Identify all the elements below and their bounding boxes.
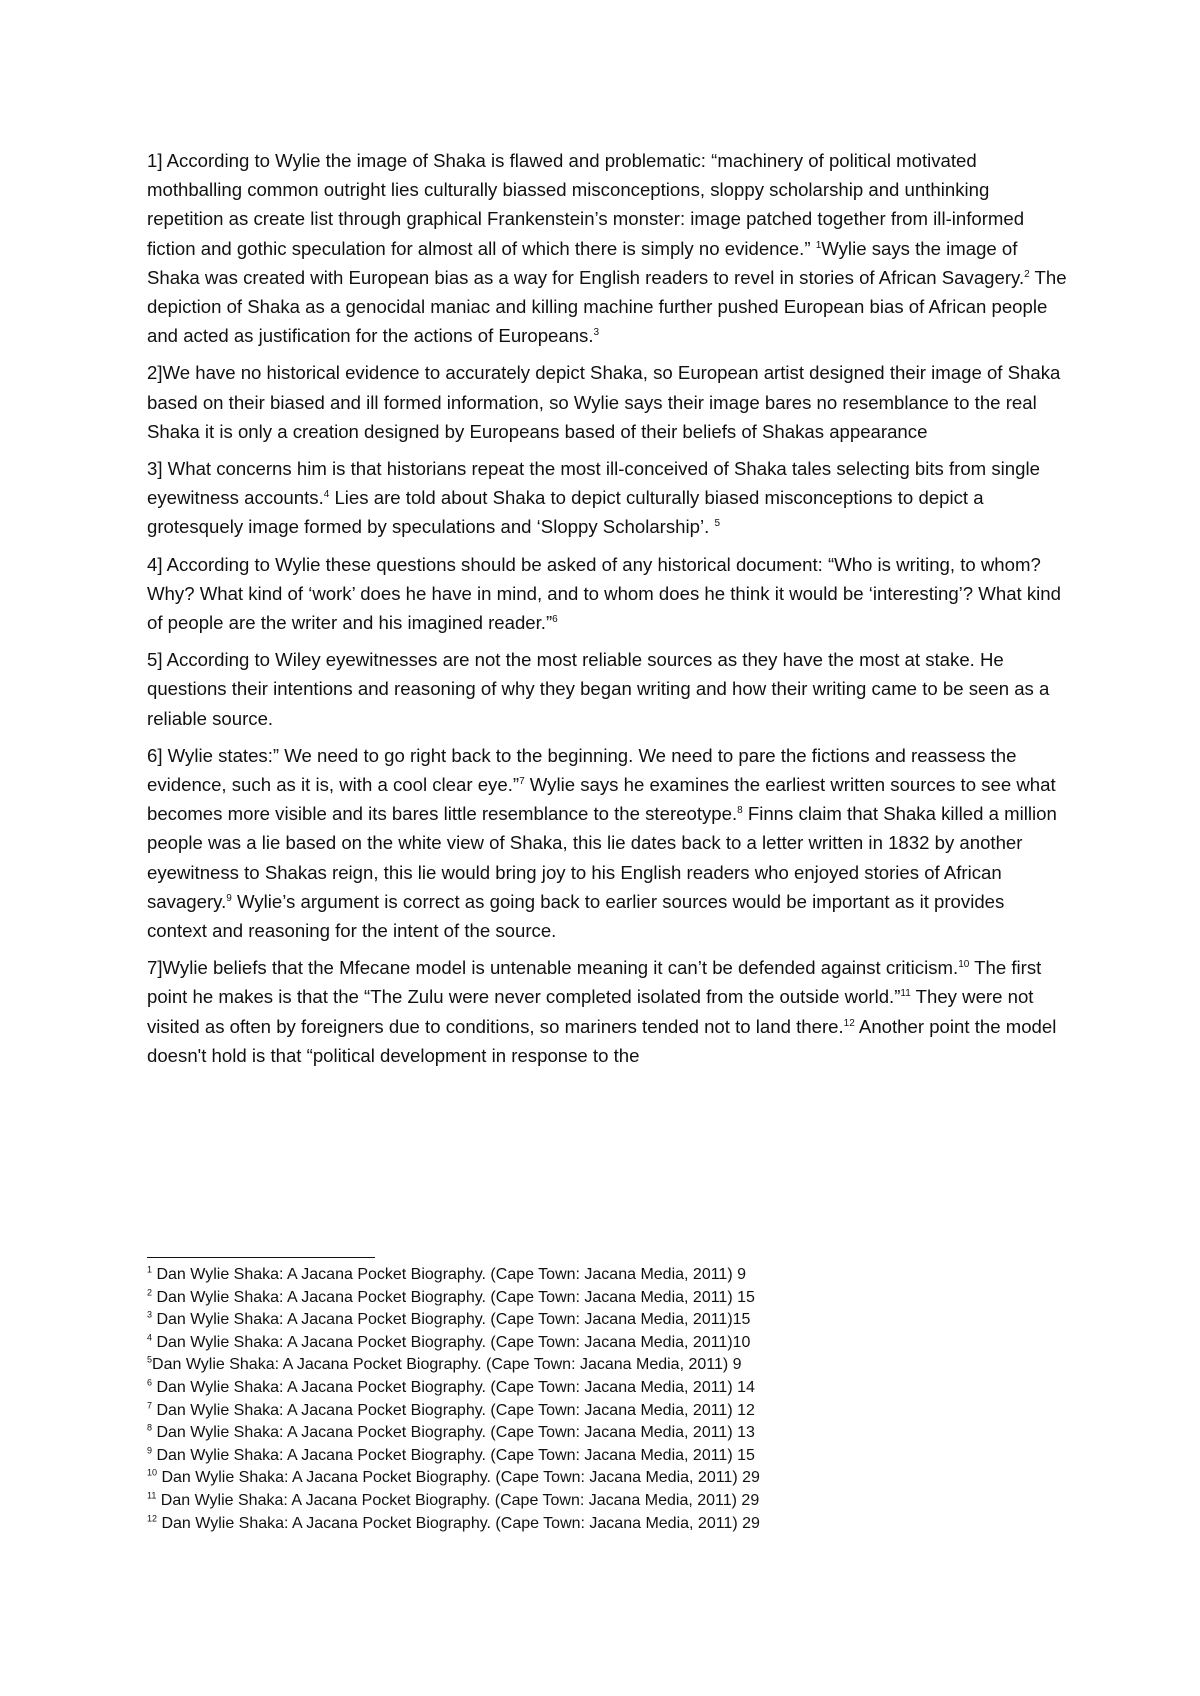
footnote-reference[interactable]: 4	[323, 489, 330, 501]
paragraph-text: 1] According to Wylie the image of Shaka is flawed and problematic: “machinery of political motivated mothballing common outright lies culturally biassed misconceptions, sloppy scholarship and unthinking repetition as create list through graphical Frankenstein’s monster: image patched together from ill-informed fiction and gothic speculation for almost all of which there is simply no evidence.”	[147, 150, 1025, 259]
footnote-number: 2	[147, 1287, 153, 1298]
footnote-number: 8	[147, 1422, 153, 1433]
footnote-number: 6	[147, 1377, 153, 1388]
footnote	[147, 1445, 1067, 1468]
footnote-reference[interactable]: 6	[552, 613, 558, 625]
footnote	[147, 1490, 1067, 1513]
footnote	[147, 1264, 1067, 1287]
paragraph-text: 2]We have no historical evidence to accurately depict Shaka, so European artist designed their image of Shaka based on their biased and ill formed information, so Wylie says their image bares no resemblance to the real Shaka it is only a creation designed by Europeans based of their beliefs of Shakas appearance	[147, 362, 1061, 442]
footnote-number: 1	[147, 1264, 153, 1275]
footnote-number: 12	[147, 1513, 158, 1524]
paragraph-text: 3] What concerns him is that historians repeat the most ill-conceived of Shaka tales selecting bits from single eyewitness accounts.	[147, 458, 1040, 509]
footnote-number: 7	[147, 1400, 153, 1411]
footnote-text: Dan Wylie Shaka: A Jacana Pocket Biography. (Cape Town: Jacana Media, 2011)15	[152, 1311, 751, 1329]
paragraph-text: Finns claim that Shaka killed a million people was a lie based on the white view of Shaka, this lie dates back to a letter written in 1832 by another eyewitness to Shakas reign, this lie would bring joy to his English readers who enjoyed stories of African savagery.	[147, 803, 1057, 912]
footnote-number: 4	[147, 1332, 153, 1343]
footnote	[147, 1354, 1067, 1377]
paragraph-text: The first point he makes is that the “The Zulu were never completed isolated from the outside world.”	[147, 957, 1042, 1008]
paragraph	[147, 550, 1067, 638]
paragraph-text: Wylie’s argument is correct as going back to earlier sources would be important as it provides context and reasoning for the intent of the source.	[147, 890, 1005, 942]
footnote-number: 9	[147, 1445, 153, 1456]
footnote	[147, 1287, 1067, 1310]
footnote-text: Dan Wylie Shaka: A Jacana Pocket Biography. (Cape Town: Jacana Media, 2011) 13	[152, 1424, 755, 1442]
paragraph-text: Wylie says the image of Shaka was created with European bias as a way for English readers to revel in stories of African Savagery.	[147, 237, 1025, 288]
footnote-reference[interactable]: 7	[519, 775, 525, 787]
footnote-text: Dan Wylie Shaka: A Jacana Pocket Biography. (Cape Town: Jacana Media, 2011) 29	[157, 1514, 760, 1532]
footnote-number: 5	[147, 1355, 153, 1366]
body-text	[147, 146, 1067, 1078]
footnote-text: Dan Wylie Shaka: A Jacana Pocket Biography. (Cape Town: Jacana Media, 2011) 15	[152, 1446, 755, 1464]
footnote-reference[interactable]: 8	[737, 805, 743, 817]
paragraph	[147, 741, 1067, 945]
footnote-reference[interactable]: 3	[593, 327, 600, 339]
footnote	[147, 1467, 1067, 1490]
footnote-reference[interactable]: 11	[900, 988, 911, 1000]
paragraph-text: 6] Wylie states:” We need to go right back to the beginning. We need to pare the fictions and reassess the evidence, such as it is, with a cool clear eye.”	[147, 744, 1017, 796]
paragraph	[147, 146, 1067, 350]
footnote-text: Dan Wylie Shaka: A Jacana Pocket Biography. (Cape Town: Jacana Media, 2011) 12	[152, 1401, 755, 1419]
footnote	[147, 1309, 1067, 1332]
paragraph-text: They were not visited as often by foreigners due to conditions, so mariners tended not to land there.	[147, 986, 1034, 1037]
footnote	[147, 1513, 1067, 1536]
footnote-text: Dan Wylie Shaka: A Jacana Pocket Biography. (Cape Town: Jacana Media, 2011) 29	[156, 1491, 760, 1509]
footnote-number: 3	[147, 1309, 153, 1320]
footnote-number: 10	[147, 1468, 158, 1479]
footnote	[147, 1422, 1067, 1445]
footnote-text: Dan Wylie Shaka: A Jacana Pocket Biography. (Cape Town: Jacana Media, 2011) 14	[152, 1378, 755, 1396]
footnote-reference[interactable]: 2	[1024, 268, 1030, 280]
footnote-number: 11	[147, 1490, 157, 1501]
footnote-text: Dan Wylie Shaka: A Jacana Pocket Biography. (Cape Town: Jacana Media, 2011) 9	[152, 1356, 742, 1374]
paragraph-text: The depiction of Shaka as a genocidal maniac and killing machine further pushed European bias of African people and acted as justification for the actions of Europeans.	[147, 266, 1067, 347]
footnote-reference[interactable]: 1	[815, 239, 822, 251]
footnote-text: Dan Wylie Shaka: A Jacana Pocket Biography. (Cape Town: Jacana Media, 2011)10	[152, 1333, 751, 1351]
paragraph	[147, 454, 1067, 542]
paragraph	[147, 358, 1067, 446]
paragraph-text: Lies are told about Shaka to depict culturally biased misconceptions to depict a grotesquely image formed by speculations and ‘Sloppy Scholarship’.	[147, 487, 984, 538]
footnote-text: Dan Wylie Shaka: A Jacana Pocket Biography. (Cape Town: Jacana Media, 2011) 29	[157, 1469, 760, 1487]
paragraph-text: Another point the model doesn't hold is that “political development in response to the	[147, 1015, 1057, 1066]
paragraph-text: Wylie says he examines the earliest written sources to see what becomes more visible and its bares little resemblance to the stereotype.	[147, 774, 1056, 825]
footnote-reference[interactable]: 5	[714, 518, 720, 530]
paragraph-text: 7]Wylie beliefs that the Mfecane model is untenable meaning it can’t be defended against criticism.	[147, 957, 959, 979]
paragraph-text: 5] According to Wiley eyewitnesses are not the most reliable sources as they have the most at stake. He questions their intentions and reasoning of why they began writing and how their writing came to be seen as a reliable source.	[147, 649, 1050, 729]
paragraph	[147, 645, 1067, 733]
footnote	[147, 1400, 1067, 1423]
footnote	[147, 1332, 1067, 1355]
footnote	[147, 1377, 1067, 1400]
paragraph-text: 4] According to Wylie these questions should be asked of any historical document: “Who is writing, to whom? Why? What kind of ‘work’ does he have in mind, and to whom does he think it would be ‘interesting’? What kind of people are the writer and his imagined reader.”	[147, 553, 1061, 634]
footnote-reference[interactable]: 10	[958, 959, 970, 971]
footnote-text: Dan Wylie Shaka: A Jacana Pocket Biography. (Cape Town: Jacana Media, 2011) 9	[152, 1266, 746, 1283]
footnote-reference[interactable]: 9	[226, 892, 232, 904]
footnote-reference[interactable]: 12	[843, 1017, 855, 1029]
footnote-separator	[147, 1257, 375, 1258]
footnotes	[147, 1264, 1067, 1535]
footnote-text: Dan Wylie Shaka: A Jacana Pocket Biography. (Cape Town: Jacana Media, 2011) 15	[152, 1288, 755, 1306]
paragraph	[147, 953, 1067, 1070]
